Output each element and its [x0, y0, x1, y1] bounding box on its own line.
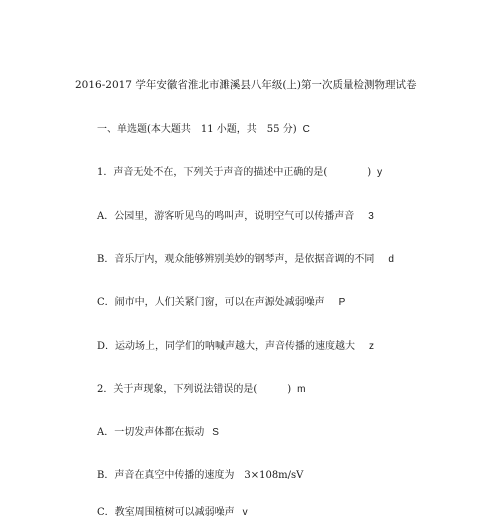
question-1-option-c [97, 297, 345, 309]
question-2-mark: m [297, 384, 306, 395]
option-text: C．教室周围植树可以减弱噪声 [97, 507, 235, 518]
option-text: A．公园里，游客听见鸟的鸣叫声，说明空气可以传播声音 [97, 211, 355, 222]
option-text: B．声音在真空中传播的速度为 3×108m/sV [97, 470, 304, 481]
question-2-stem [97, 384, 306, 396]
option-mark: z [369, 341, 375, 352]
option-mark: 3 [368, 211, 374, 222]
question-1-option-a [97, 211, 374, 223]
question-1-stem [97, 167, 382, 179]
section-heading [97, 124, 310, 136]
option-text: B．音乐厅内，观众能够辨别美妙的钢琴声，是依据音调的不同 [97, 254, 375, 265]
question-1-option-b [97, 254, 394, 266]
option-text: D．运动场上，同学们的呐喊声越大，声音传播的速度越大 [97, 341, 356, 352]
question-2-option-a [97, 427, 219, 439]
question-2-stem-text: 2．关于声现象，下列说法错误的是( ) [97, 384, 292, 395]
option-mark: v [242, 507, 248, 518]
question-1-mark: y [377, 167, 383, 178]
question-1-stem-text: 1．声音无处不在，下列关于声音的描述中正确的是( ) [97, 167, 372, 178]
question-2-option-c [97, 507, 248, 519]
option-mark: S [212, 427, 219, 438]
option-text: C．闹市中，人们关紧门窗，可以在声源处减弱噪声 [97, 297, 325, 308]
option-mark: d [388, 254, 394, 265]
question-1-option-d [97, 341, 374, 353]
title-text: 2016-2017 学年安徽省淮北市濉溪县八年级(上)第一次质量检测物理试卷 [75, 79, 417, 91]
option-text: A．一切发声体都在振动 [97, 427, 205, 438]
section-heading-text: 一、单选题(本大题共 11 小题，共 55 分) [97, 124, 297, 135]
option-mark: P [338, 297, 346, 308]
section-mark: C [302, 124, 310, 135]
question-2-option-b [97, 470, 303, 482]
document-title [75, 79, 417, 91]
